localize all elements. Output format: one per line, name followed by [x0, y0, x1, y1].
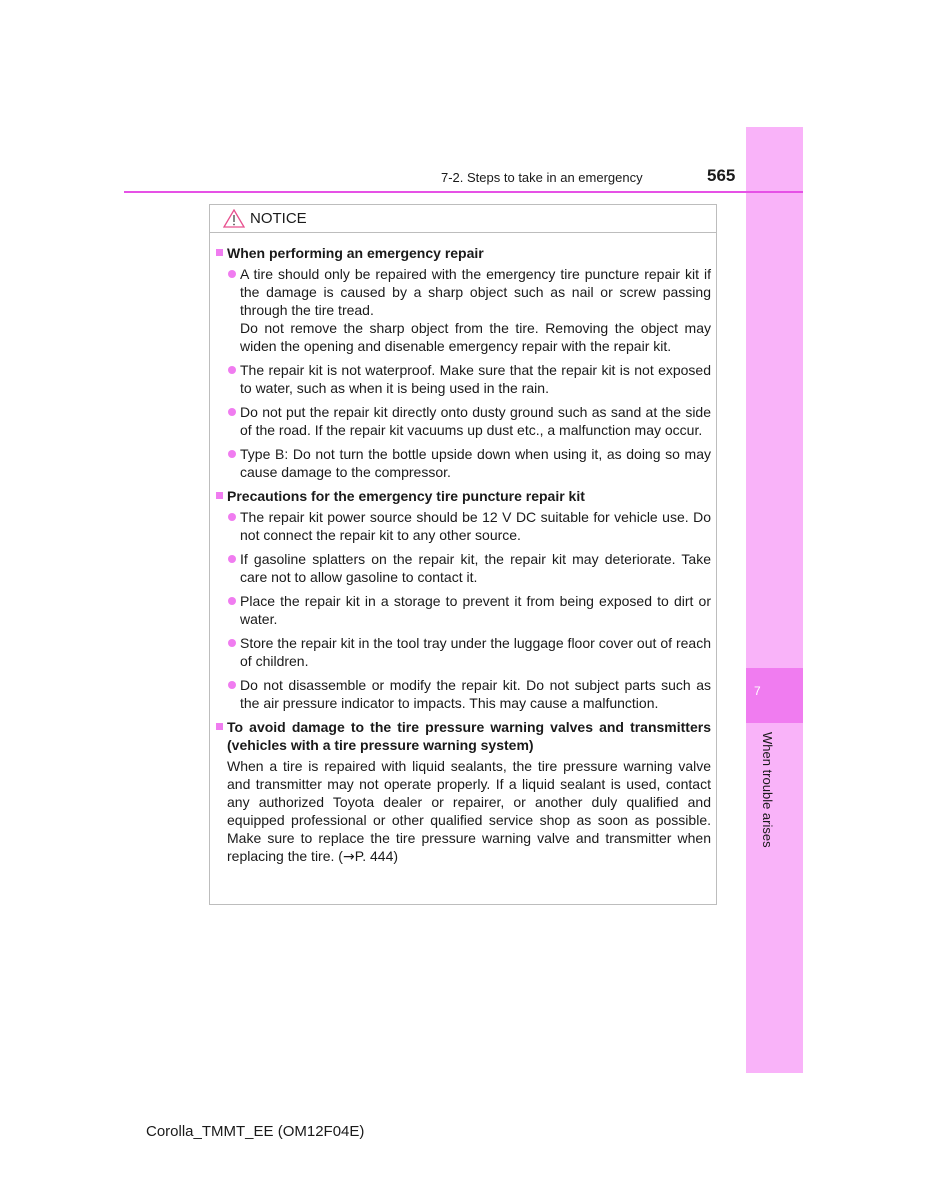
warning-triangle-icon — [223, 209, 245, 228]
reference-arrow-icon: → — [342, 849, 355, 865]
bullet-dot-icon — [228, 366, 236, 374]
bullet-dot-icon — [228, 681, 236, 689]
square-bullet-icon — [216, 723, 223, 730]
square-bullet-icon — [216, 249, 223, 256]
notice-header — [210, 205, 716, 233]
list-item: Type B: Do not turn the bottle upside down when using it, as doing so may cause damage to the compressor. — [216, 445, 711, 481]
bullet-dot-icon — [228, 270, 236, 278]
square-bullet-icon — [216, 492, 223, 499]
header-rule — [124, 191, 803, 193]
bullet-dot-icon — [228, 513, 236, 521]
notice-body — [216, 244, 711, 866]
bullet-dot-icon — [228, 450, 236, 458]
chapter-title: When trouble arises — [760, 732, 775, 848]
list-item: Do not disassemble or modify the repair kit. Do not subject parts such as the air pressure indicator to impacts. This may cause a malfunction. — [216, 676, 711, 712]
bullet-dot-icon — [228, 555, 236, 563]
section-paragraph: When a tire is repaired with liquid sealants, the tire pressure warning valve and transmitter may not operate properly. If a liquid sealant is used, contact any authorized Toyota dealer or repairer, or another duly qualified and equipped professional or other qualified service shop as soon as possible. Make sure to replace the tire pressure warning valve and transmitter when replacing the tire. (→P. 444) — [227, 758, 711, 865]
chapter-side-tab — [746, 127, 803, 1073]
section-heading: Precautions for the emergency tire puncture repair kit — [216, 487, 711, 505]
bullet-dot-icon — [228, 597, 236, 605]
list-item: A tire should only be repaired with the emergency tire puncture repair kit if the damage is caused by a sharp object such as nail or screw passing through the tire tread. Do not remove the sharp object from the tire. Removing the object may widen the opening and disenable emergency repair with the repair kit. — [216, 265, 711, 355]
list-item: Do not put the repair kit directly onto dusty ground such as sand at the side of the road. If the repair kit vacuums up dust etc., a malfunction may occur. — [216, 403, 711, 439]
list-item: The repair kit is not waterproof. Make sure that the repair kit is not exposed to water, such as when it is being used in the rain. — [216, 361, 711, 397]
bullet-dot-icon — [228, 408, 236, 416]
bullet-dot-icon — [228, 639, 236, 647]
notice-title: NOTICE — [250, 210, 307, 227]
chapter-number: 7 — [754, 684, 761, 698]
page-reference-link[interactable]: P. 444) — [354, 848, 399, 864]
list-item: If gasoline splatters on the repair kit, the repair kit may deteriorate. Take care not to allow gasoline to contact it. — [216, 550, 711, 586]
list-item: The repair kit power source should be 12 V DC suitable for vehicle use. Do not connect the repair kit to any other source. — [216, 508, 711, 544]
section-heading: To avoid damage to the tire pressure warning valves and transmitters (vehicles with a tire pressure warning system) — [216, 718, 711, 754]
section-title: 7-2. Steps to take in an emergency — [441, 170, 643, 185]
section-heading: When performing an emergency repair — [216, 244, 711, 262]
page-number: 565 — [707, 166, 736, 185]
list-item: Store the repair kit in the tool tray under the luggage floor cover out of reach of children. — [216, 634, 711, 670]
list-item: Place the repair kit in a storage to prevent it from being exposed to dirt or water. — [216, 592, 711, 628]
document-id: Corolla_TMMT_EE (OM12F04E) — [146, 1123, 365, 1140]
notice-box — [209, 204, 717, 905]
